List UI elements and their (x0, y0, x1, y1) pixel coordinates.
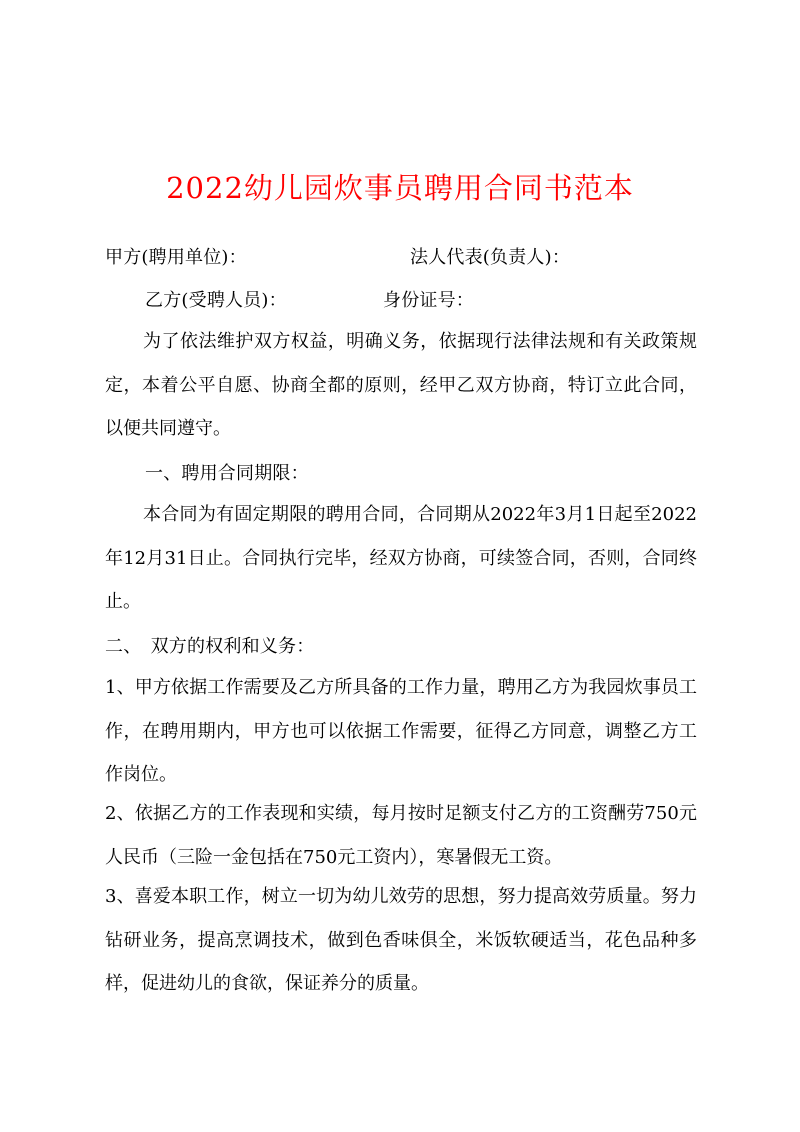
section2-heading: 二、 双方的权利和义务： (105, 636, 315, 657)
clause-3-paragraph: 3、喜爱本职工作，树立一切为幼儿效劳的思想，努力提高效劳质量。努力钻研业务，提高烹调技术，做到色香味俱全，米饭软硬适当，花色品种多样，促进幼儿的食欲，保证养分的质量。 (105, 886, 697, 994)
contract-term-paragraph: 本合同为有固定期限的聘用合同，合同期从2022年3月1日起至2022年12月31日止。合同执行完毕，经双方协商，可续签合同，否则，合同终止。 (105, 504, 697, 612)
preamble-paragraph: 为了依法维护双方权益，明确义务，依据现行法律法规和有关政策规定，本着公平自愿、协商全都的原则，经甲乙双方协商，特订立此合同，以便共同遵守。 (105, 331, 697, 439)
legal-representative-label: 法人代表(负责人)： (410, 247, 571, 268)
section1-heading: 一、聘用合同期限： (145, 463, 309, 484)
party-a-label: 甲方(聘用单位)： (105, 247, 247, 268)
clause-2-paragraph: 2、依据乙方的工作表现和实绩，每月按时足额支付乙方的工资酬劳750元人民币（三险一金包括在750元工资内），寒暑假无工资。 (105, 803, 697, 868)
id-number-label: 身份证号： (383, 290, 474, 311)
party-b-label: 乙方(受聘人员)： (145, 290, 287, 311)
document-title: 2022幼儿园炊事员聘用合同书范本 (166, 171, 634, 205)
clause-1-paragraph: 1、甲方依据工作需要及乙方所具备的工作力量，聘用乙方为我园炊事员工作，在聘用期内，甲方也可以依据工作需要，征得乙方同意，调整乙方工作岗位。 (105, 677, 697, 785)
